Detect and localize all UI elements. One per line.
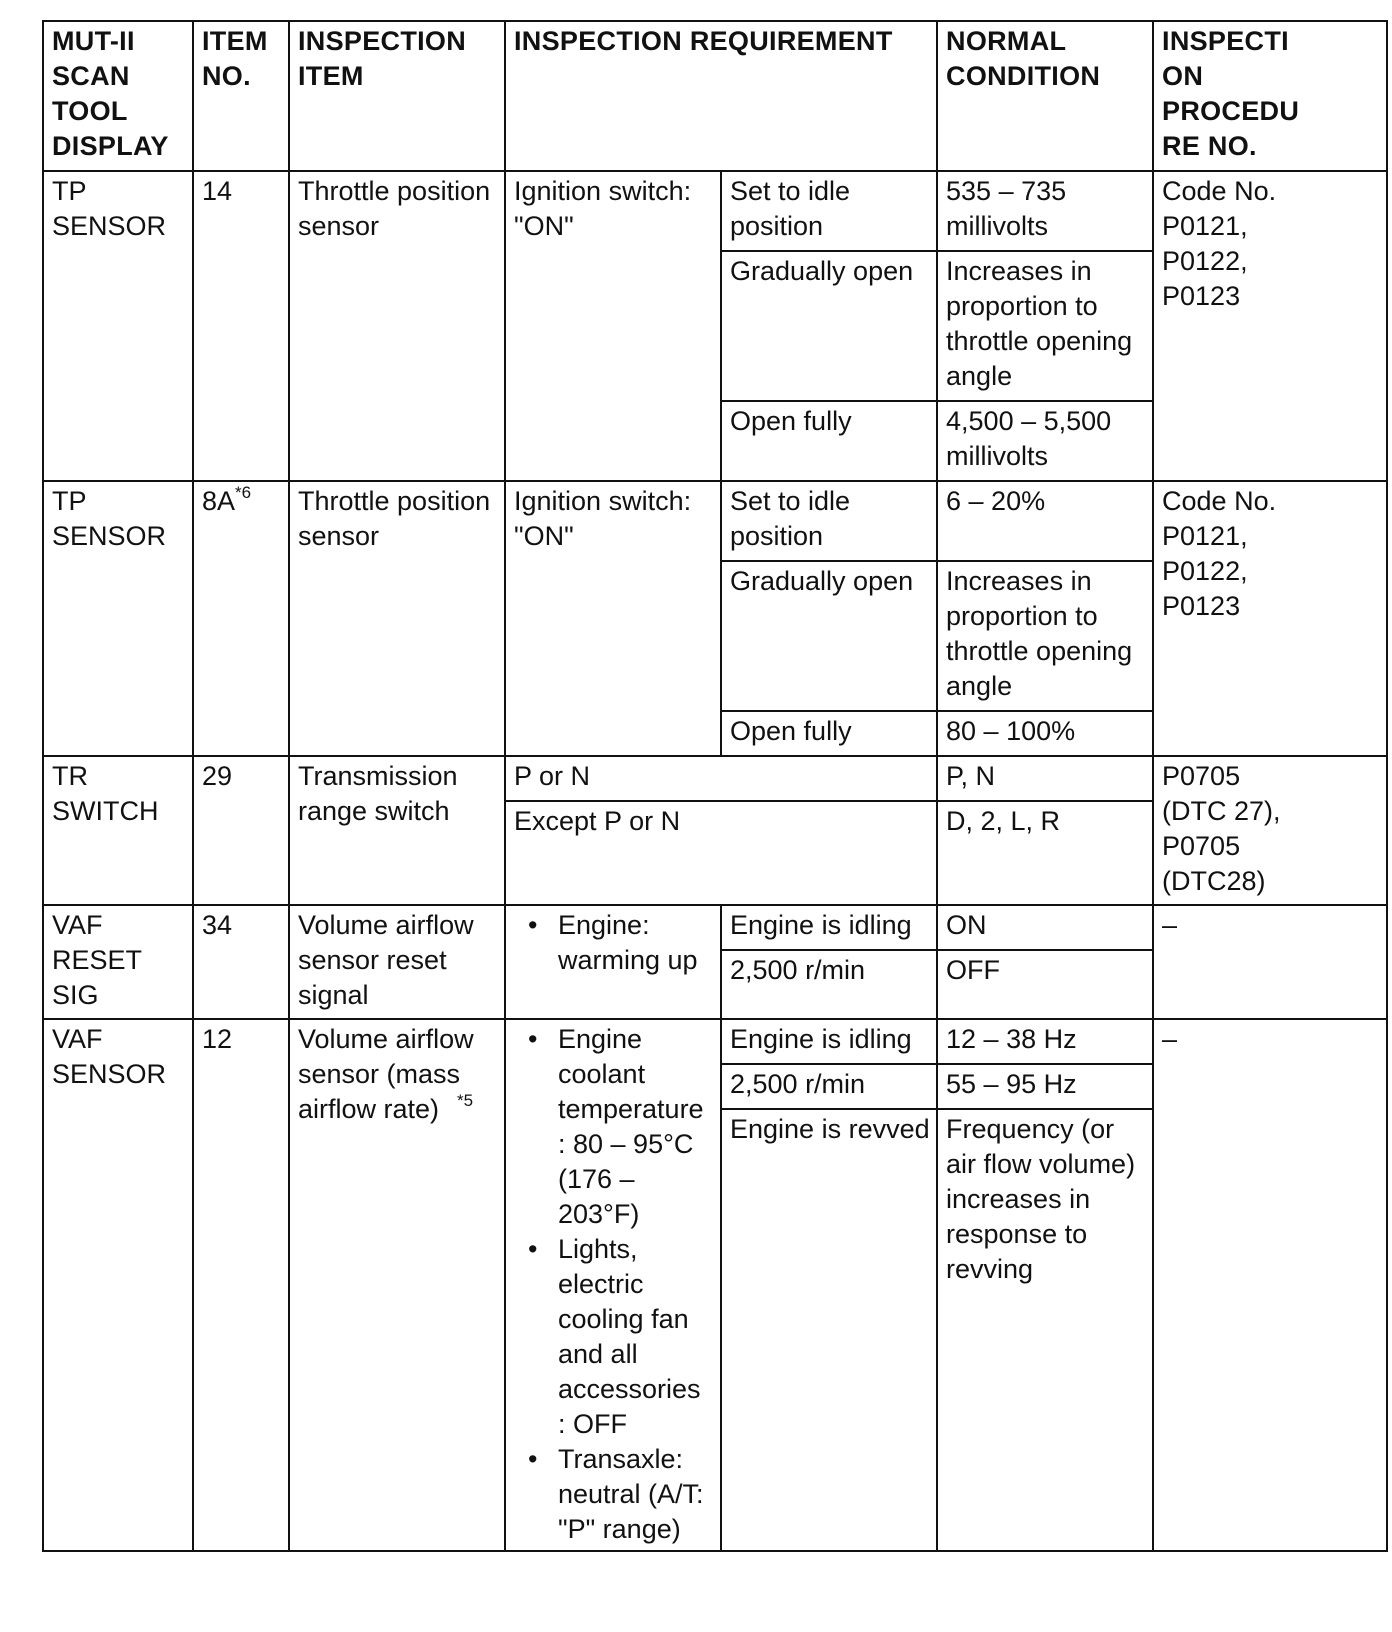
condition-list-item: • Engine coolant temperature : 80 – 95°C (176 – 203°F) [524,1022,714,1232]
procedure-line: P0123 [1162,281,1241,311]
normal-condition-cell: 55 – 95 Hz [937,1064,1153,1109]
sub-requirement-cell: Set to idle position [721,171,937,251]
display-cell: VAF RESET SIG [43,905,193,1019]
inspection-item-cell: Transmission range switch [289,756,505,905]
header-procedure-line: INSPECTI [1162,26,1289,56]
procedure-line: Code No. [1162,176,1277,206]
display-cell: TP SENSOR [43,171,193,481]
procedure-line: P0121, [1162,521,1248,551]
procedure-cell [1153,756,1387,905]
inspection-item-cell: Throttle position sensor [289,481,505,756]
procedure-line: P0705 [1162,761,1241,791]
sub-requirement-cell: Engine is revved [721,1109,937,1551]
normal-condition-cell: D, 2, L, R [937,801,1153,905]
table-row [43,756,1387,801]
header-display: MUT-II SCAN TOOL DISPLAY [43,21,193,171]
normal-condition-cell: P, N [937,756,1153,801]
item-no-cell: 34 [193,905,289,1019]
normal-condition-cell: 6 – 20% [937,481,1153,561]
item-no-cell: 12 [193,1019,289,1551]
procedure-cell: – [1153,905,1387,1019]
condition-list-item: • Engine: warming up [524,908,714,978]
procedure-line: (DTC28) [1162,866,1266,896]
header-procedure-line: RE NO. [1162,131,1257,161]
sub-requirement-cell: Engine is idling [721,1019,937,1064]
inspection-item-text: Volume airflow sensor (mass airflow rate) [298,1024,474,1124]
procedure-line: (DTC 27), [1162,796,1281,826]
procedure-line: P0705 [1162,831,1241,861]
sub-requirement-cell: 2,500 r/min [721,1064,937,1109]
sub-requirement-cell: Engine is idling [721,905,937,950]
sub-requirement-cell: Set to idle position [721,481,937,561]
condition-list-item: • Lights, electric cooling fan and all accessories : OFF [524,1232,714,1442]
condition-list [514,908,714,978]
sub-requirement-cell: Gradually open [721,251,937,401]
sub-requirement-cell: 2,500 r/min [721,950,937,1019]
inspection-item-cell: Throttle position sensor [289,171,505,481]
condition-list-item: • Transaxle: neutral (A/T: "P" range) [524,1442,714,1547]
header-inspection-item: INSPECTION ITEM [289,21,505,171]
procedure-line: Code No. [1162,486,1277,516]
condition-cell: Ignition switch: "ON" [505,481,721,756]
condition-list [514,1022,714,1547]
procedure-line: P0122, [1162,556,1248,586]
inspection-item-cell: Volume airflow sensor (mass airflow rate) $^{*5}$ [289,1019,505,1551]
sub-requirement-cell: Gradually open [721,561,937,711]
condition-cell [505,1019,721,1551]
header-procedure-line: PROCEDU [1162,96,1300,126]
header-requirement: INSPECTION REQUIREMENT [505,21,937,171]
normal-condition-cell: 535 – 735 millivolts [937,171,1153,251]
procedure-line: P0122, [1162,246,1248,276]
sub-requirement-cell: Open fully [721,401,937,481]
table-row [43,171,1387,251]
header-row [43,21,1387,171]
normal-condition-cell: ON [937,905,1153,950]
procedure-cell: – [1153,1019,1387,1551]
normal-condition-cell: 12 – 38 Hz [937,1019,1153,1064]
table-row [43,481,1387,561]
inspection-table [42,20,1388,1552]
item-no-text: 8A [202,486,236,516]
display-cell: TP SENSOR [43,481,193,756]
normal-condition-cell: Increases in proportion to throttle opening angle [937,251,1153,401]
item-no-cell [193,481,289,756]
procedure-cell [1153,171,1387,481]
item-no-footnote: *6 [235,483,252,502]
procedure-cell [1153,481,1387,756]
normal-condition-cell: 80 – 100% [937,711,1153,756]
inspection-table-page [42,20,1388,1552]
header-procedure [1153,21,1387,171]
condition-cell [505,905,721,1019]
sub-requirement-cell: P or N [505,756,937,801]
header-procedure-line: ON [1162,61,1204,91]
normal-condition-cell: 4,500 – 5,500 millivolts [937,401,1153,481]
normal-condition-cell: OFF [937,950,1153,1019]
table-row [43,905,1387,950]
procedure-line: P0121, [1162,211,1248,241]
procedure-line: P0123 [1162,591,1241,621]
item-no-cell: 14 [193,171,289,481]
display-cell: TR SWITCH [43,756,193,905]
inspection-item-cell: Volume airflow sensor reset signal [289,905,505,1019]
table-row [43,1019,1387,1064]
sub-requirement-cell: Open fully [721,711,937,756]
header-item-no: ITEM NO. [193,21,289,171]
condition-cell: Ignition switch: "ON" [505,171,721,481]
sub-requirement-cell: Except P or N [505,801,937,905]
normal-condition-cell: Increases in proportion to throttle opening angle [937,561,1153,711]
header-normal-condition: NORMAL CONDITION [937,21,1153,171]
item-no-cell: 29 [193,756,289,905]
normal-condition-cell: Frequency (or air flow volume) increases in response to revving [937,1109,1153,1551]
display-cell: VAF SENSOR [43,1019,193,1551]
